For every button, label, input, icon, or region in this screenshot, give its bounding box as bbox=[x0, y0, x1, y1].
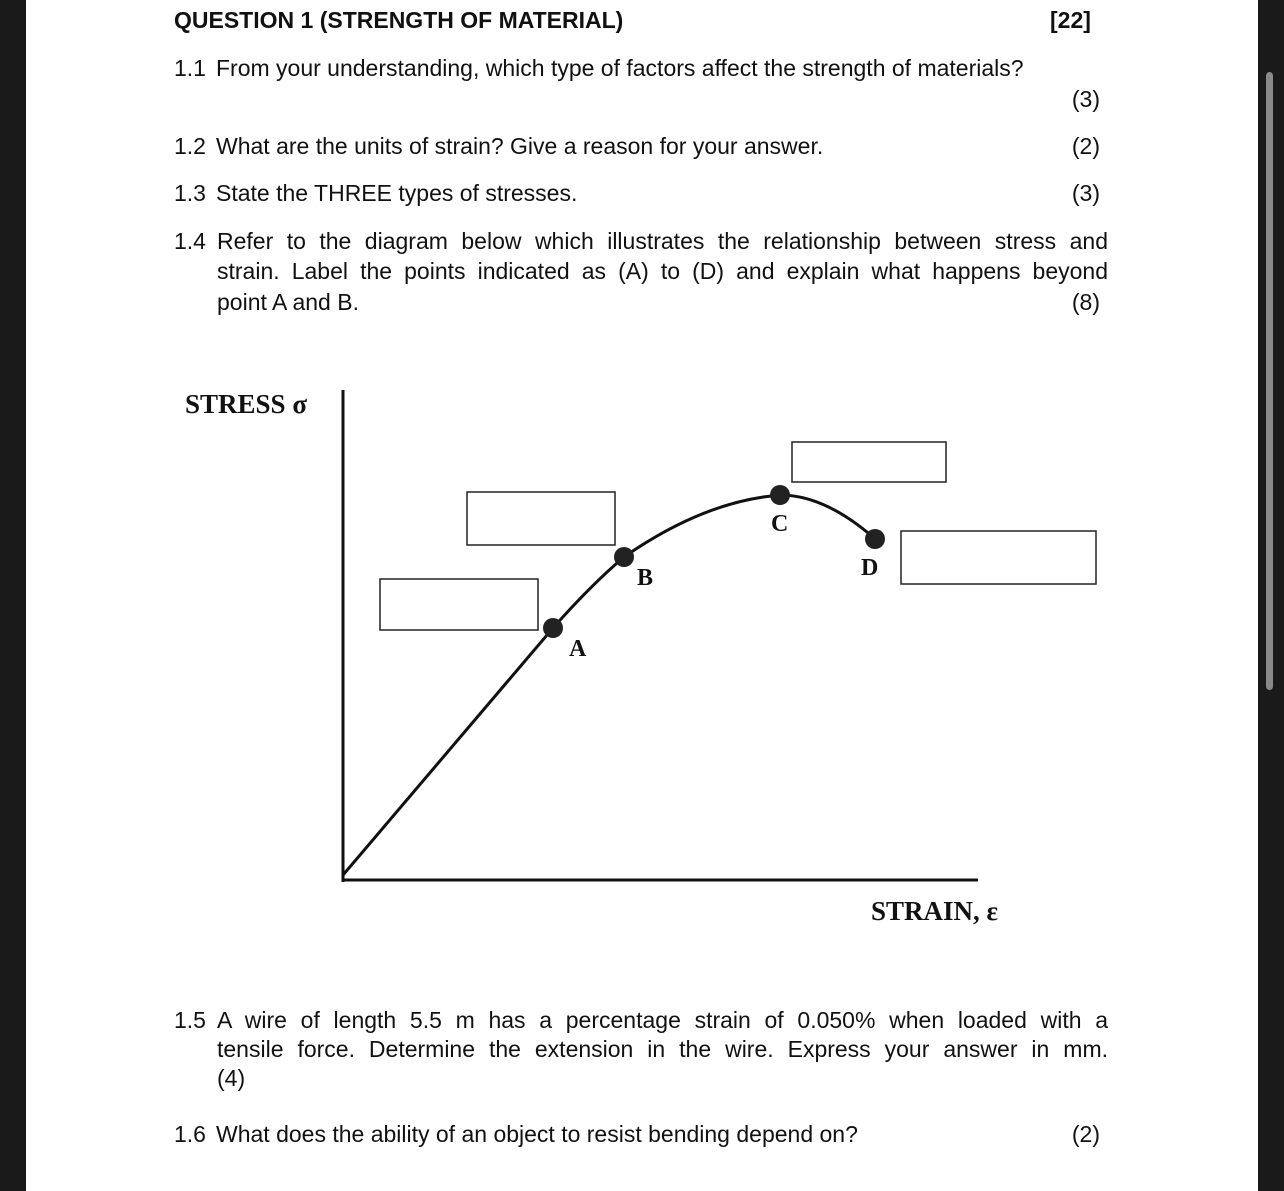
point-d-label: D bbox=[861, 555, 879, 581]
label-box-c[interactable] bbox=[792, 442, 946, 482]
question-heading: QUESTION 1 (STRENGTH OF MATERIAL) bbox=[174, 7, 624, 33]
question-1-4-line-2: strain. Label the points indicated as (A) to (D) and explain what happens beyond bbox=[217, 258, 1108, 284]
question-1-1-marks: (3) bbox=[1071, 86, 1100, 112]
total-marks: [22] bbox=[1050, 7, 1091, 33]
question-1-2-text: What are the units of strain? Give a reason for your answer. bbox=[216, 133, 824, 159]
point-c-marker bbox=[770, 485, 790, 505]
vertical-scrollbar[interactable] bbox=[1266, 72, 1273, 690]
label-box-d[interactable] bbox=[901, 531, 1096, 584]
document-page bbox=[26, 0, 1258, 1191]
question-1-4-number: 1.4 bbox=[174, 228, 206, 254]
y-axis-label: STRESS σ bbox=[185, 389, 308, 419]
point-c-label: C bbox=[771, 511, 789, 537]
question-1-1-text: From your understanding, which type of factors affect the strength of materials? bbox=[216, 55, 1024, 81]
question-1-6-text: What does the ability of an object to resist bending depend on? bbox=[216, 1121, 858, 1147]
question-1-5-line-2: tensile force. Determine the extension in the wire. Express your answer in mm. bbox=[217, 1036, 1108, 1062]
stress-strain-curve bbox=[343, 495, 874, 875]
question-1-4-marks: (8) bbox=[1071, 289, 1100, 315]
question-1-1-number: 1.1 bbox=[174, 55, 206, 81]
label-box-b[interactable] bbox=[467, 492, 615, 545]
question-1-6-number: 1.6 bbox=[174, 1121, 206, 1147]
question-1-3-marks: (3) bbox=[1071, 180, 1100, 206]
question-1-2-number: 1.2 bbox=[174, 133, 206, 159]
point-a-label: A bbox=[569, 636, 587, 662]
point-b-label: B bbox=[637, 565, 654, 591]
question-1-3-number: 1.3 bbox=[174, 180, 206, 206]
question-1-5-marks: (4) bbox=[217, 1065, 246, 1091]
question-1-6-marks: (2) bbox=[1071, 1121, 1100, 1147]
x-axis-label: STRAIN, ε bbox=[871, 896, 999, 926]
question-1-4-line-1: Refer to the diagram below which illustrates the relationship between stress and bbox=[217, 228, 1108, 254]
point-b-marker bbox=[614, 547, 634, 567]
question-1-4-line-3: point A and B. bbox=[217, 289, 359, 315]
question-1-3-text: State the THREE types of stresses. bbox=[216, 180, 578, 206]
question-1-5-number: 1.5 bbox=[174, 1007, 206, 1033]
point-d-marker bbox=[865, 529, 885, 549]
label-box-a[interactable] bbox=[380, 579, 538, 630]
question-1-5-line-1: A wire of length 5.5 m has a percentage strain of 0.050% when loaded with a bbox=[217, 1007, 1108, 1033]
question-1-2-marks: (2) bbox=[1071, 133, 1100, 159]
point-a-marker bbox=[543, 618, 563, 638]
